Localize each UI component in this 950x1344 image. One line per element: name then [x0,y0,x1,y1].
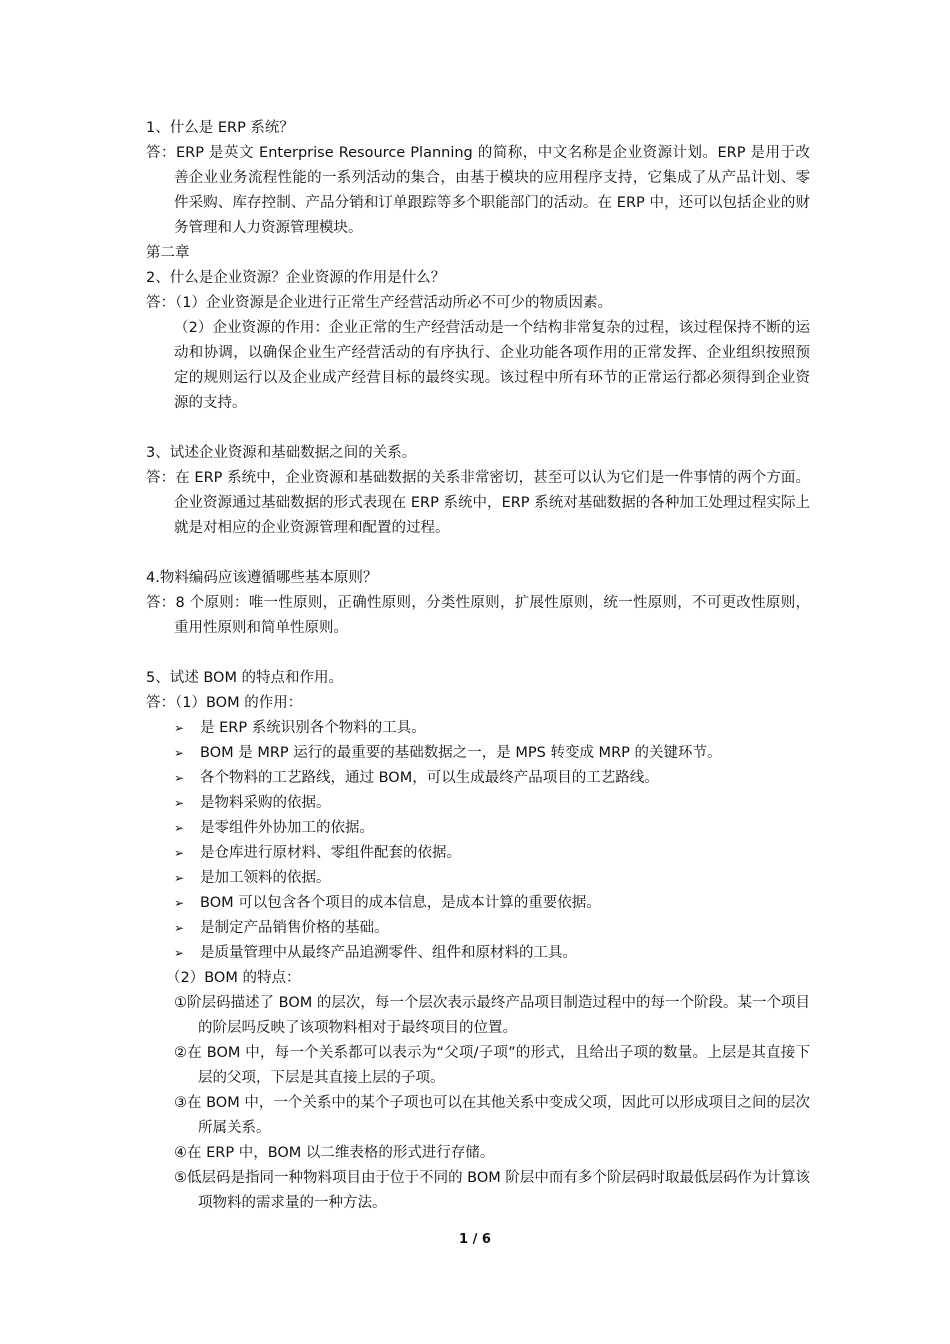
answer-4: 答：8 个原则：唯一性原则，正确性原则，分类性原则，扩展性原则，统一性原则，不可更改性原则，重用性原则和简单性原则。 [146,595,810,636]
arrow-bullet-icon: ➢ [174,821,185,835]
answer-1: 答：ERP 是英文 Enterprise Resource Planning 的简称，中文名称是企业资源计划。ERP 是用于改善企业业务流程性能的一系列活动的集合，由基于模块的应用程序支持，它集成了从产品计划、零件采购、库存控制、产品分销和订单跟踪等多个职能部门的活动。在 ERP 中，还可以包括企业的财务管理和人力资源管理模块。 [146,145,810,236]
list-item-text: 是制定产品销售价格的基础。 [200,920,389,936]
list-item-text: BOM 可以包含各个项目的成本信息，是成本计算的重要依据。 [200,895,601,911]
list-item [174,941,810,966]
list-item-text: BOM 是 MRP 运行的最重要的基础数据之一，是 MPS 转变成 MRP 的关键环节。 [200,745,722,761]
bom-features-heading: （2）BOM 的特点： [166,970,301,986]
list-item [174,841,810,866]
page-number: 1 / 6 [459,1232,491,1247]
bom-feature-item: ⑤低层码是指同一种物料项目由于位于不同的 BOM 阶层中而有多个阶层码时取最低层码作为计算该项物料的需求量的一种方法。 [174,1170,810,1211]
answer-2-part-2: （2）企业资源的作用：企业正常的生产经营活动是一个结构非常复杂的过程，该过程保持不断的运动和协调，以确保企业生产经营活动的有序执行、企业功能各项作用的正常发挥、企业组织按照预定的规则运行以及企业成产经营目标的最终实现。该过程中所有环节的正常运行都必须得到企业资源的支持。 [174,320,810,411]
spacer [146,416,810,441]
list-item-text: 是加工领料的依据。 [200,870,331,886]
bom-function-list [146,716,810,966]
arrow-bullet-icon: ➢ [174,846,185,860]
arrow-bullet-icon: ➢ [174,921,185,935]
list-item-text: 是质量管理中从最终产品追溯零件、组件和原材料的工具。 [200,945,577,961]
bom-feature-item: ①阶层码描述了 BOM 的层次，每一个层次表示最终产品项目制造过程中的每一个阶段。某一个项目的阶层吗反映了该项物料相对于最终项目的位置。 [174,995,810,1036]
spacer [146,641,810,666]
list-item [174,766,810,791]
arrow-bullet-icon: ➢ [174,871,185,885]
list-item-text: 是零组件外协加工的依据。 [200,820,374,836]
chapter-heading: 第二章 [146,245,190,261]
list-item [174,866,810,891]
list-item [174,716,810,741]
list-item-text: 是 ERP 系统识别各个物料的工具。 [200,720,426,736]
answer-2-part-1: 答：（1）企业资源是企业进行正常生产经营活动所必不可少的物质因素。 [146,295,612,311]
arrow-bullet-icon: ➢ [174,721,185,735]
question-2: 2、什么是企业资源？企业资源的作用是什么？ [146,270,446,286]
arrow-bullet-icon: ➢ [174,771,185,785]
document-body [146,116,810,1216]
answer-3: 答：在 ERP 系统中，企业资源和基础数据的关系非常密切，甚至可以认为它们是一件事情的两个方面。企业资源通过基础数据的形式表现在 ERP 系统中，ERP 系统对基础数据的各种加工处理过程实际上就是对相应的企业资源管理和配置的过程。 [146,470,810,536]
arrow-bullet-icon: ➢ [174,796,185,810]
list-item [174,891,810,916]
arrow-bullet-icon: ➢ [174,746,185,760]
question-1: 1、什么是 ERP 系统？ [146,120,294,136]
question-4: 4.物料编码应该遵循哪些基本原则？ [146,570,378,586]
question-3: 3、试述企业资源和基础数据之间的关系。 [146,445,417,461]
list-item-text: 各个物料的工艺路线，通过 BOM，可以生成最终产品项目的工艺路线。 [200,770,659,786]
bom-feature-item: ④在 ERP 中，BOM 以二维表格的形式进行存储。 [174,1145,495,1161]
answer-5-heading: 答：（1）BOM 的作用： [146,695,303,711]
list-item [174,791,810,816]
spacer [146,541,810,566]
question-5: 5、试述 BOM 的特点和作用。 [146,670,344,686]
arrow-bullet-icon: ➢ [174,896,185,910]
list-item-text: 是物料采购的依据。 [200,795,331,811]
list-item [174,741,810,766]
list-item [174,816,810,841]
bom-feature-item: ③在 BOM 中，一个关系中的某个子项也可以在其他关系中变成父项，因此可以形成项目之间的层次所属关系。 [174,1095,810,1136]
arrow-bullet-icon: ➢ [174,946,185,960]
list-item [174,916,810,941]
bom-feature-item: ②在 BOM 中，每一个关系都可以表示为“父项/子项”的形式，且给出子项的数量。上层是其直接下层的父项，下层是其直接上层的子项。 [174,1045,810,1086]
list-item-text: 是仓库进行原材料、零组件配套的依据。 [200,845,461,861]
